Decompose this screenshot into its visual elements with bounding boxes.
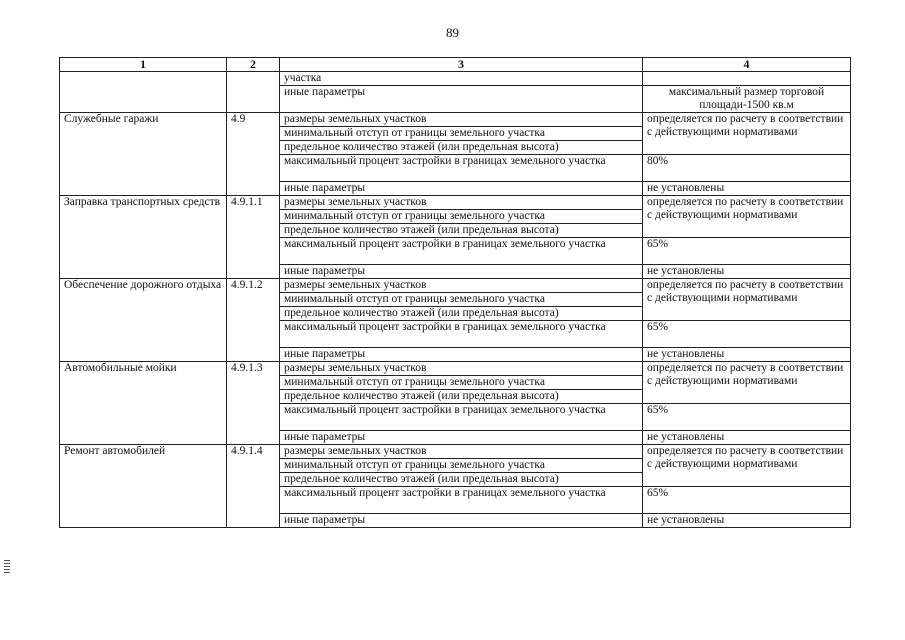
merged-value-cell: определяется по расчету в соответствии с действующими нормативами bbox=[643, 362, 851, 404]
param-cell: размеры земельных участков bbox=[280, 279, 643, 293]
table-row bbox=[60, 196, 851, 210]
table-row bbox=[60, 72, 851, 86]
param-cell: предельное количество этажей (или предельная высота) bbox=[280, 141, 643, 155]
coverage-value: 65% bbox=[643, 321, 851, 348]
continuation-code-cell bbox=[227, 72, 280, 113]
page-number: 89 bbox=[446, 25, 459, 40]
other-value: не установлены bbox=[643, 348, 851, 362]
table-row bbox=[60, 445, 851, 459]
param-cell: иные параметры bbox=[280, 86, 643, 113]
land-use-name: Обеспечение дорожного отдыха bbox=[60, 279, 227, 362]
value-cell: максимальный размер торговой площади-1500 кв.м bbox=[643, 86, 851, 113]
column-header-4: 4 bbox=[643, 58, 851, 72]
land-use-code: 4.9.1.3 bbox=[227, 362, 280, 445]
coverage-value: 80% bbox=[643, 155, 851, 182]
param-cell: иные параметры bbox=[280, 348, 643, 362]
param-cell: максимальный процент застройки в границах земельного участка bbox=[280, 404, 643, 431]
value-cell bbox=[643, 72, 851, 86]
param-cell: иные параметры bbox=[280, 265, 643, 279]
param-cell: участка bbox=[280, 72, 643, 86]
param-cell: максимальный процент застройки в границах земельного участка bbox=[280, 487, 643, 514]
table-row bbox=[60, 113, 851, 127]
land-use-name: Служебные гаражи bbox=[60, 113, 227, 196]
param-cell: предельное количество этажей (или предельная высота) bbox=[280, 224, 643, 238]
param-cell: минимальный отступ от границы земельного участка bbox=[280, 459, 643, 473]
continuation-name-cell bbox=[60, 72, 227, 113]
param-cell: минимальный отступ от границы земельного участка bbox=[280, 293, 643, 307]
other-value: не установлены bbox=[643, 265, 851, 279]
land-use-code: 4.9.1.4 bbox=[227, 445, 280, 528]
param-cell: предельное количество этажей (или предельная высота) bbox=[280, 473, 643, 487]
land-use-code: 4.9.1.2 bbox=[227, 279, 280, 362]
param-cell: размеры земельных участков bbox=[280, 445, 643, 459]
scan-artifact bbox=[4, 560, 10, 574]
table-row bbox=[60, 362, 851, 376]
merged-value-cell: определяется по расчету в соответствии с действующими нормативами bbox=[643, 445, 851, 487]
coverage-value: 65% bbox=[643, 487, 851, 514]
coverage-value: 65% bbox=[643, 404, 851, 431]
other-value: не установлены bbox=[643, 182, 851, 196]
header-row bbox=[60, 58, 851, 72]
land-use-code: 4.9.1.1 bbox=[227, 196, 280, 279]
table-row bbox=[60, 279, 851, 293]
param-cell: максимальный процент застройки в границах земельного участка bbox=[280, 321, 643, 348]
land-use-name: Ремонт автомобилей bbox=[60, 445, 227, 528]
param-cell: максимальный процент застройки в границах земельного участка bbox=[280, 155, 643, 182]
param-cell: предельное количество этажей (или предельная высота) bbox=[280, 390, 643, 404]
regulations-table bbox=[59, 57, 851, 528]
column-header-1: 1 bbox=[60, 58, 227, 72]
land-use-code: 4.9 bbox=[227, 113, 280, 196]
column-header-2: 2 bbox=[227, 58, 280, 72]
merged-value-cell: определяется по расчету в соответствии с действующими нормативами bbox=[643, 196, 851, 238]
param-cell: минимальный отступ от границы земельного участка bbox=[280, 210, 643, 224]
param-cell: иные параметры bbox=[280, 431, 643, 445]
other-value: не установлены bbox=[643, 431, 851, 445]
param-cell: размеры земельных участков bbox=[280, 196, 643, 210]
param-cell: минимальный отступ от границы земельного участка bbox=[280, 127, 643, 141]
param-cell: размеры земельных участков bbox=[280, 362, 643, 376]
merged-value-cell: определяется по расчету в соответствии с действующими нормативами bbox=[643, 279, 851, 321]
merged-value-cell: определяется по расчету в соответствии с действующими нормативами bbox=[643, 113, 851, 155]
land-use-name: Автомобильные мойки bbox=[60, 362, 227, 445]
column-header-3: 3 bbox=[280, 58, 643, 72]
param-cell: размеры земельных участков bbox=[280, 113, 643, 127]
land-use-name: Заправка транспортных средств bbox=[60, 196, 227, 279]
coverage-value: 65% bbox=[643, 238, 851, 265]
param-cell: минимальный отступ от границы земельного участка bbox=[280, 376, 643, 390]
param-cell: предельное количество этажей (или предельная высота) bbox=[280, 307, 643, 321]
other-value: не установлены bbox=[643, 514, 851, 528]
param-cell: максимальный процент застройки в границах земельного участка bbox=[280, 238, 643, 265]
param-cell: иные параметры bbox=[280, 514, 643, 528]
param-cell: иные параметры bbox=[280, 182, 643, 196]
